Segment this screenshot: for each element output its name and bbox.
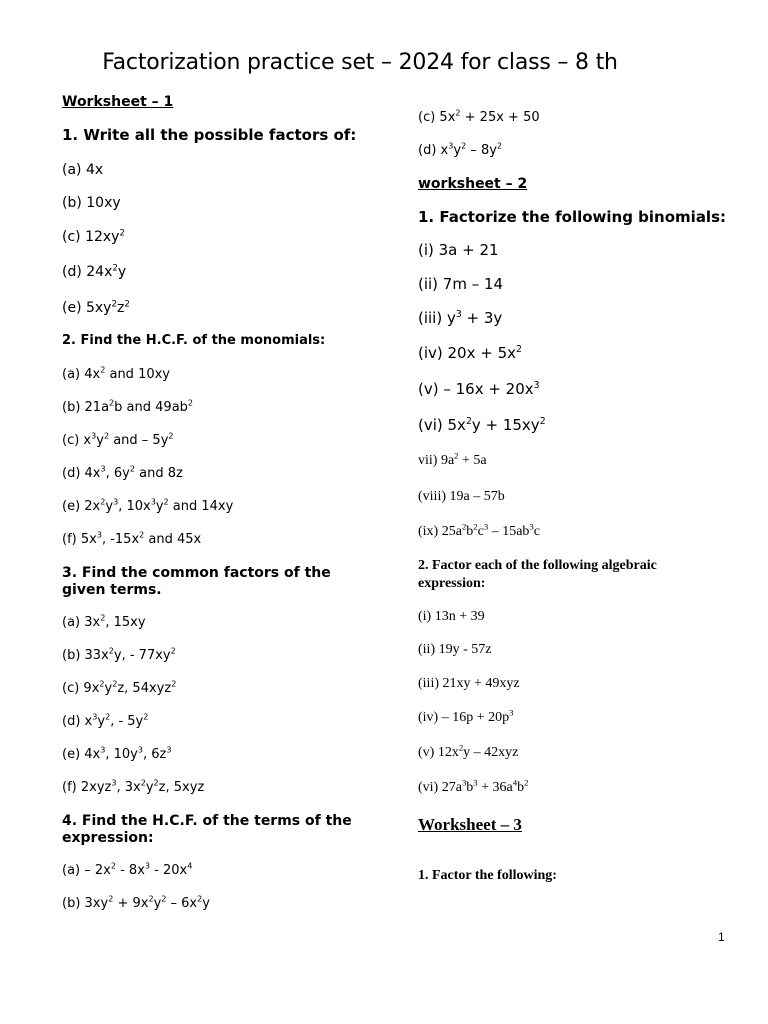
- ws3-question-1: 1. Factor the following:: [418, 868, 557, 883]
- w2-item-i: (i) 3a + 21: [418, 241, 499, 259]
- q3-item-d: (d) $x^3y^2$, - $5y^2$: [62, 712, 149, 729]
- w2-item-vi: (vi) $5x^2y + 15xy^2$: [418, 416, 546, 434]
- q3-item-e: (e) $4x^3$, $10y^3$, $6z^3$: [62, 745, 172, 762]
- q4-item-d: (d) $x^3y^2 - 8y^2$: [418, 141, 503, 158]
- q1-item-e: (e) $5xy^2z^2$: [62, 299, 130, 316]
- ws2-question-1: 1. Factorize the following binomials:: [418, 208, 727, 226]
- q3-item-b: (b) $33x^2y$, - $77xy^2$: [62, 646, 176, 663]
- q4-item-a: $(a) - 2x^2 - 8x^3 - 20x^4$: [62, 861, 193, 878]
- ws1-question-4-line2: expression:: [62, 830, 154, 846]
- page-title: Factorization practice set – 2024 for class – 8 th: [102, 50, 618, 75]
- w2q2-item-ii: (ii) 19y - 57z: [418, 642, 492, 657]
- ws1-question-3-line1: 3. Find the common factors of the: [62, 565, 331, 581]
- ws1-question-1: 1. Write all the possible factors of:: [62, 126, 357, 144]
- w2-item-viii: (viii) 19a – 57b: [418, 489, 505, 504]
- w2-item-v: $(v) - 16x + 20x^3$: [418, 380, 540, 398]
- q1-item-a: (a) 4x: [62, 162, 104, 178]
- q1-item-b: (b) 10xy: [62, 195, 121, 211]
- w2q2-item-i: (i) 13n + 39: [418, 609, 485, 624]
- q1-item-d: (d) $24x^2y$: [62, 263, 127, 280]
- w2-item-ix: (ix) $25a^2b^2c^3 - 15ab^3c$: [418, 521, 540, 539]
- ws2-question-2-line1: 2. Factor each of the following algebraic: [418, 558, 657, 573]
- ws1-question-4-line1: 4. Find the H.C.F. of the terms of the: [62, 813, 352, 829]
- worksheet-2-heading: worksheet – 2: [418, 176, 528, 192]
- w2q2-item-iii: (iii) 21xy + 49xyz: [418, 676, 520, 691]
- q3-item-c: (c) $9x^2y^2z$, 54xyz$^2$: [62, 679, 177, 696]
- page-number: 1: [718, 930, 725, 944]
- w2q2-item-v: (v) $12x^2y - 42xyz$: [418, 742, 519, 760]
- w2-item-vii: vii) $9a^2 + 5a$: [418, 450, 487, 468]
- ws1-question-2: 2. Find the H.C.F. of the monomials:: [62, 333, 326, 348]
- q2-item-a: (a) $4x^2$ and 10xy: [62, 365, 170, 382]
- w2q2-item-vi: (vi) $27a^3b^3 + 36a^4b^2$: [418, 777, 529, 795]
- ws2-question-2-line2: expression:: [418, 576, 486, 591]
- w2-item-iii: (iii) $y^3 + 3y$: [418, 309, 503, 327]
- ws1-question-3-line2: given terms.: [62, 582, 162, 598]
- q1-item-c: (c) $12xy^2$: [62, 228, 125, 245]
- q2-item-f: (f) $5x^3$, $-15x^2$ and 45x: [62, 530, 202, 547]
- worksheet-1-heading: Worksheet – 1: [62, 94, 174, 110]
- w2-item-iv: (iv) $20x + 5x^2$: [418, 344, 522, 362]
- q2-item-b: (b) $21a^2b$ and $49ab^2$: [62, 398, 194, 415]
- w2q2-item-iv: $(iv) - 16p + 20p^3$: [418, 707, 514, 725]
- q2-item-c: (c) $x^3y^2$ and – $5y^2$: [62, 431, 174, 448]
- q4-item-b: (b) $3xy^2 + 9x^2y^2 - 6x^2y$: [62, 894, 210, 911]
- w2-item-ii: (ii) 7m – 14: [418, 275, 504, 293]
- q3-item-a: (a) $3x^2$, 15xy: [62, 613, 146, 630]
- worksheet-3-heading: Worksheet – 3: [418, 815, 522, 834]
- q2-item-e: (e) $2x^2y^3$, $10x^3y^2$ and 14xy: [62, 497, 234, 514]
- q4-item-c: (c) $5x^2 + 25x + 50$: [418, 108, 540, 125]
- q2-item-d: (d) $4x^3$, $6y^2$ and 8z: [62, 464, 183, 481]
- q3-item-f: (f) 2xyz$^3$, $3x^2y^2z$, 5xyz: [62, 778, 205, 795]
